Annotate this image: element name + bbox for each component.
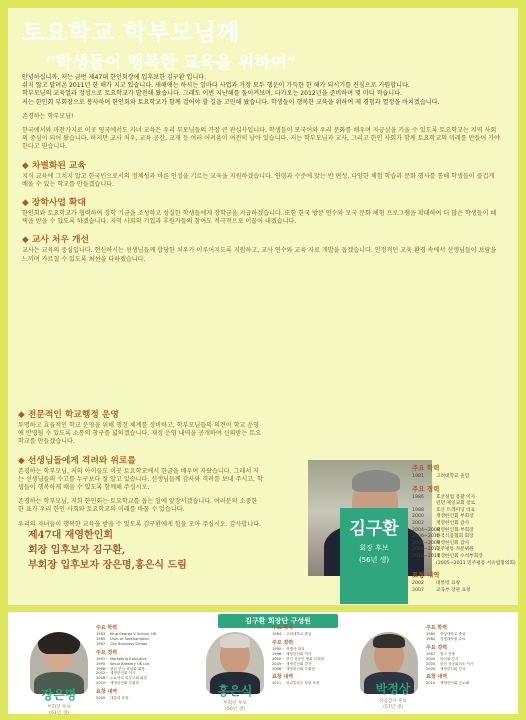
profile-text: 런던 제일교회 장로 [436, 501, 476, 507]
profile-year: 2007~2009 [412, 540, 440, 546]
profile-row [412, 521, 520, 528]
profile-text: 재영한인회 부회장 [436, 514, 474, 520]
team-photo-1 [30, 632, 88, 694]
team-label-3 [364, 680, 422, 710]
profile-section-heading: 표창 내역 [426, 674, 448, 681]
profile-text: 영국 진출 [440, 651, 456, 656]
profile-text: Seoul Brewery UK Ltd [110, 661, 149, 666]
team-age: (56년 생) [225, 707, 245, 712]
profile-text: 한인 상공회의소 이사 [440, 661, 474, 666]
profile-year: 2010~2011 [412, 553, 440, 559]
profile-text: 런던 한인 여성회 회장 [110, 666, 145, 671]
profile-text: 재영한인회 부회장 [110, 681, 139, 686]
intro-line: 안녕하십니까, 저는 금번 제47대 한인회장에 입후보한 김구환 입니다. [22, 74, 207, 81]
team-label-1 [30, 686, 88, 716]
profile-year: 1987 [96, 641, 106, 646]
profile-year: 1988 [412, 507, 424, 513]
profile-text: 경영대학원 수료 [440, 636, 466, 641]
candidate-age: (56년 생) [358, 556, 390, 564]
profile-text: 재영한인회 감사 [440, 666, 466, 671]
profile-year: 1981 [412, 474, 424, 479]
profile-section-heading: 주요 경력 [272, 639, 294, 646]
profile-text: 재영한인회 감사 [436, 540, 470, 546]
profile-year: 1998~ [96, 666, 109, 671]
signature-line: 회장 입후보자 김구환, [28, 545, 126, 556]
profile-year: 1986 [412, 494, 424, 500]
profile-section-heading: 표창 내역 [412, 571, 440, 580]
profile-year: 2006~2010 [412, 534, 440, 540]
team-role: 부회장 후보 [47, 705, 71, 710]
greeting: 존경하는 학부모님! [22, 112, 74, 120]
profile-text: 재영한인회 부회장 [436, 527, 474, 533]
team-age: (57년 생) [383, 705, 403, 710]
profile-text: 재영한인회 감사 [436, 520, 470, 526]
profile-year: 1982 [426, 636, 436, 641]
profile-row [412, 588, 520, 595]
profile-text: 호산실업 총괄 이사 [436, 494, 476, 500]
profile-year: 2004 [426, 661, 436, 666]
profile-year: 2008~ [96, 676, 109, 681]
letter-body [22, 74, 502, 270]
profile-year: 1991~ [96, 656, 109, 661]
profile-row [412, 554, 520, 561]
profile-year: 2007 [412, 587, 424, 593]
intro-line: 쉬지 않고 달려온 2011년 한 해가 지고 있습니다. 새해에는 하시는 일마다 사업과 가정 모두 행운이 가득한 한 해가 되시기를 진심으로 기원합니다. [22, 82, 410, 90]
section-text: 교사는 교육의 중심입니다. 헌신하시는 선생님들께 합당한 처우가 이루어지도록 지원하고, 교사 연수와 교육 자료 개발을 돕겠습니다. 안정적인 교육 환경 속에서 선생님들이 보람을 느끼며 가르칠 수 있도록 최선을 다하겠습니다. [22, 247, 497, 263]
profile-text: 고려대학교 졸업 [436, 474, 470, 479]
profile-year: 1980 [426, 632, 436, 636]
profile-year: 2010~ [96, 681, 109, 686]
profile-section-heading: 표창 내역 [272, 674, 294, 681]
intro-line: 학부모님의 교육열과 정성으로 토요학교가 발전해 왔습니다. 그래도 이번 지난해를 돌이켜보며, 다가오는 2012년을 준비하며 몇 마디 적습니다. [22, 90, 403, 98]
profile-year: 2005~ [272, 661, 285, 666]
team-label-2 [206, 682, 264, 712]
profile-year: 2010 [426, 681, 436, 686]
profile-text: 한국식품협회 회장 [436, 534, 474, 540]
profile-row [412, 474, 520, 481]
profile-row [412, 514, 520, 521]
body-paragraph: 한국에서와 마찬가지로 이곳 영국에서도 자녀 교육은 우리 부모님들의 가장 큰 관심사입니다. 학생들이 모국어와 우리 문화를 배우며 자긍심을 키울 수 있도록 토요학교는 지역 사회의 중심이 되어 왔습니다. 하지만 교사 처우, 교육 공간, 교재 등 여러 어려움이 여전히 남아 있습니다. 저는 학부모님과 교사, 그리고 한인 사회가 함께 토요학교의 미래를 만들어 가야 한다고 믿습니다. [22, 127, 500, 151]
profile-year: 2004~2008 [412, 527, 440, 533]
profile-text: 중앙대학교 졸업 [440, 632, 466, 636]
candidate-profile [412, 460, 520, 594]
profile-year: 2009 [96, 696, 106, 701]
profile-text: City Business School [110, 641, 148, 646]
lower-left-column [18, 402, 263, 535]
profile-year: 2000 [426, 656, 436, 661]
profile-row [426, 681, 492, 686]
team-name: 홍은식 [217, 684, 253, 698]
profile-year: 2002 [412, 520, 424, 526]
profile-text: 한인 상공인 협회 부회장 [286, 656, 325, 661]
profile-text: 고려대학교 졸업 [286, 632, 312, 636]
profile-year [412, 561, 436, 568]
letter-subtitle: “학생들이 행복한 교육을 위하여” [46, 53, 297, 73]
team-age: (61년 생) [49, 711, 69, 716]
profile-row [272, 632, 338, 637]
profile-row [426, 667, 492, 672]
profile-row [412, 561, 520, 568]
letter-title: 토요학교 학부모님께 [22, 19, 240, 46]
signature-block [28, 528, 187, 573]
profile-year: 2011 [272, 681, 282, 686]
profile-year [412, 501, 436, 508]
profile-text: 재영한인회 공로패 [440, 681, 469, 686]
section-heading: ◆ 선생님들에게 격려와 위로를 [18, 455, 136, 466]
team-profile-1 [96, 622, 162, 701]
candidate-name-box [340, 508, 408, 604]
profile-text: 민주평통 자문위원 [436, 547, 474, 553]
profile-section-heading: 주요 학력 [96, 625, 118, 631]
profile-row [412, 534, 520, 541]
candidate-name: 김구환 [349, 519, 399, 539]
profile-row [96, 642, 162, 647]
profile-text: King George V School, HK [110, 632, 157, 636]
profile-text: 여행사 대표 [286, 646, 305, 651]
profile-text: 호산 트레이딩 대표 [436, 507, 476, 513]
profile-row [96, 696, 162, 701]
section-heading: ◆ 교사 처우 개선 [22, 235, 89, 246]
profile-text: 대통령 표창 [110, 696, 129, 701]
profile-year: 2009 [426, 666, 436, 671]
profile-year: 1990~ [272, 646, 285, 651]
profile-text: 외교통상부 장관 표창 [286, 681, 320, 686]
team-role: 부회장 후보 [223, 701, 247, 706]
section-text: 투명하고 효율적인 학교 운영을 위해 행정 체계를 정비하고, 학부모님들의 의견이 학교 운영에 반영될 수 있도록 소통의 창구를 넓히겠습니다. 재정 운영 내역을 공개하여 신뢰받는 토요학교를 만들겠습니다. [18, 422, 261, 446]
profile-text: 재영한인회 수석부회장 [436, 553, 483, 559]
team-profile-2 [272, 622, 338, 686]
profile-section-heading: 표창 내역 [96, 689, 118, 696]
team-title: 김구환 회장단 구성원 [218, 614, 338, 628]
signature-line: 제47대 재영한인회 [28, 530, 114, 541]
profile-section-heading: 주요 학력 [426, 625, 448, 631]
profile-year: 2002 [412, 581, 424, 587]
profile-year: 1996~ [272, 651, 285, 656]
profile-row [426, 637, 492, 642]
profile-text: (2005~2011 민주평통 서유럽협의회) [436, 560, 516, 566]
profile-text: 한인회 감사 [440, 656, 459, 661]
profile-year: 1995 [96, 661, 106, 666]
section-text: 한인회와 토요학교가 협력하여 장학 기금을 조성하고 성실한 학생들에게 장학금을 지급하겠습니다. 또한 한국 방문 연수와 모국 문화 체험 프로그램을 확대하여 더 많은 학생들이 혜택을 받을 수 있도록 하겠습니다. 지역 사회의 기업과 후원자들의 참여도 적극적으로 이끌어 내겠습니다. [22, 210, 497, 226]
profile-text: 대통령 표창 [436, 581, 461, 587]
signature-line: 부회장 입후보자 장은명,홍은식 드림 [28, 560, 187, 571]
profile-year: 2000 [412, 514, 424, 520]
profile-text: Univ. of Southampton [110, 636, 149, 641]
profile-text: 토요학교 학부모회 회장 [110, 676, 147, 681]
profile-text: Marketing Executive [110, 656, 147, 661]
profile-row [272, 667, 338, 672]
profile-year: 2008~ [272, 666, 285, 671]
section-text: 지식 교육에 그치지 않고 한국인으로서의 정체성과 바른 인성을 기르는 교육을 지원하겠습니다. 연령과 수준에 맞는 반 편성, 다양한 체험 학습과 문화 행사를 통해 학생들이 즐겁게 배울 수 있는 학교를 만들겠습니다. [22, 172, 495, 188]
profile-year: 1985 [96, 636, 106, 641]
profile-year: 1984 [272, 632, 282, 636]
profile-section-heading: 주요 학력 [272, 625, 294, 631]
profile-row [412, 581, 520, 588]
profile-year: 2009~2011 [412, 547, 440, 553]
profile-section-heading: 주요 경력 [96, 649, 118, 656]
profile-section-heading: 주요 경력 [412, 484, 440, 493]
team-name: 장은명 [41, 688, 77, 702]
section-heading: ◆ 차별화된 교육 [22, 160, 86, 171]
profile-year: 2000~ [272, 656, 285, 661]
profile-year: 1983 [96, 632, 106, 636]
profile-text: 재영한인회 이사 [286, 651, 312, 656]
profile-text: 재영한인회 이사 [110, 671, 136, 676]
closing-paragraph: 존경하는 학부모님, 저희 한인회는 토요학교를 돕는 일에 앞장서겠습니다. 여러분의 소중한 한 표가 우리 한인 사회와 토요학교의 미래를 바꿀 수 있습니다. [18, 498, 258, 514]
intro-paragraph [22, 74, 502, 107]
team-role: 상임감사 후보 [378, 699, 408, 704]
profile-section-heading: 주요 학력 [412, 464, 440, 472]
team-name: 박정상 [375, 682, 411, 696]
intro-line: 저는 한인회 부회장으로 봉사하며 한인회와 토요학교가 함께 걸어야 할 길을 고민해 왔습니다. 학생들이 행복한 교육을 위하여 제 경험과 열정을 바치겠습니다. [22, 98, 440, 106]
profile-row [412, 547, 520, 554]
profile-text: 교육부 장관 표창 [436, 587, 471, 593]
profile-text: 재영한인회 감사 [286, 661, 312, 666]
profile-row [412, 501, 520, 508]
team-profile-3 [426, 622, 492, 686]
closing-paragraph: 우리의 자녀들이 행복한 교육을 받을 수 있도록 김구환에게 힘을 모아 주십시오. 감사합니다. [18, 520, 261, 528]
profile-row [272, 681, 338, 686]
photo-hair [352, 470, 400, 492]
profile-row [96, 681, 162, 686]
profile-text: 재영한인회 부회장 [286, 666, 315, 671]
profile-year: 2002~ [96, 671, 109, 676]
section-heading: ◆ 장학사업 확대 [22, 198, 86, 209]
profile-section-heading: 주요 경력 [426, 644, 448, 651]
section-text: 존경하는 학부모님, 저의 아이들도 이곳 토요학교에서 한글을 배우며 자랐습니다. 그래서 저는 선생님들의 수고를 누구보다 잘 알고 있습니다. 선생님들께 감사와 격려를 보내 주시고, 학생들이 행복하게 배울 수 있도록 함께해 주십시오. [18, 467, 263, 492]
profile-year: 1987 [426, 651, 436, 656]
section-heading: ◆ 전문적인 학교행정 운영 [18, 410, 119, 420]
candidate-role: 회장 후보 [359, 544, 389, 552]
